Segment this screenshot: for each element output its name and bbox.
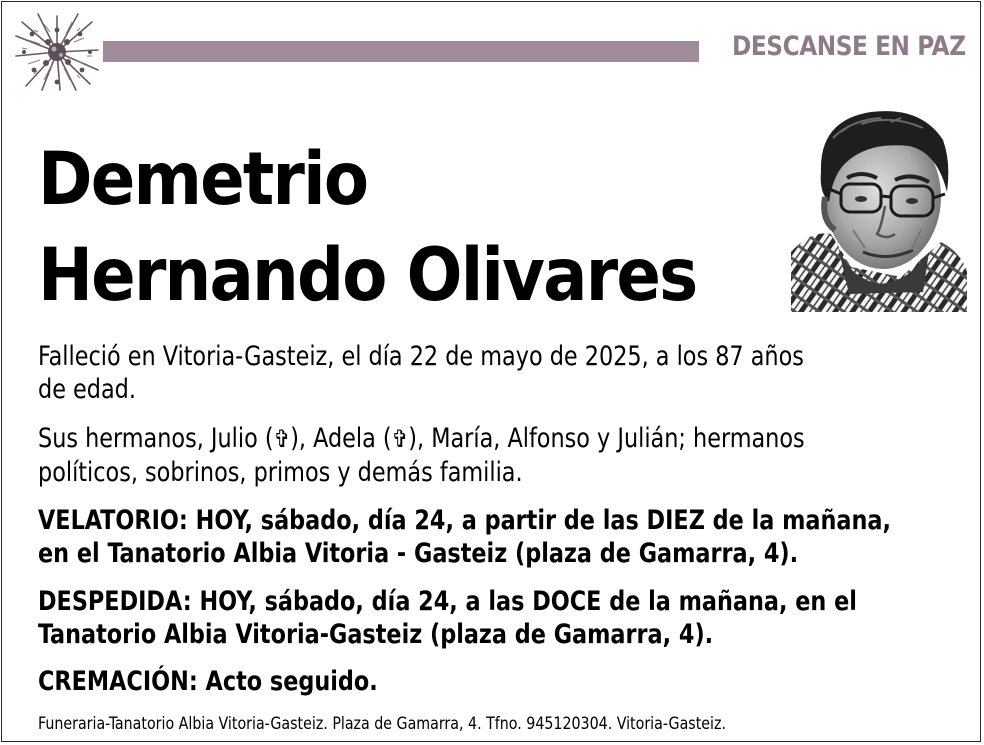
velatorio-line: en el Tanatorio Albia Vitoria - Gasteiz (plaza de Gamarra, 4). [38, 538, 799, 569]
header-title: DESCANSE EN PAZ [732, 31, 966, 62]
deceased-name [38, 132, 696, 324]
first-name: Demetrio [38, 137, 368, 222]
flower-icon [14, 12, 100, 92]
despedida-line: Tanatorio Albia Vitoria-Gasteiz (plaza de Gamarra, 4). [38, 619, 714, 650]
family-line [38, 422, 884, 456]
funeral-home-footer: Funeraria-Tanatorio Albia Vitoria-Gasteiz. Plaza de Gamarra, 4. Tfno. 945120304. Vitoria-Gasteiz. [38, 714, 726, 734]
cross-icon: ✞ [391, 425, 409, 453]
cross-icon: ✞ [273, 425, 291, 453]
cremacion-info [38, 665, 884, 698]
last-name: Hernando Olivares [38, 233, 697, 318]
family-text: Sus hermanos, Julio ( [38, 423, 274, 454]
velatorio-line: VELATORIO: HOY, sábado, día 24, a partir de las DIEZ de la mañana, [38, 505, 891, 536]
announcement-line: de edad. [38, 374, 136, 405]
portrait-photo [791, 102, 967, 312]
despedida-line: DESPEDIDA: HOY, sábado, día 24, a las DOCE de la mañana, en el [38, 586, 857, 617]
despedida-info [38, 585, 884, 651]
velatorio-info [38, 504, 891, 570]
family-list [38, 422, 884, 489]
family-text: ), Adela ( [290, 423, 392, 454]
family-line: políticos, sobrinos, primos y demás familia. [38, 457, 523, 488]
header-bar [103, 41, 699, 62]
cremacion-line: CREMACIÓN: Acto seguido. [38, 666, 378, 697]
obituary-card [1, 1, 981, 742]
announcement [38, 340, 884, 406]
family-text: ), María, Alfonso y Julián; hermanos [408, 423, 805, 454]
announcement-line: Falleció en Vitoria-Gasteiz, el día 22 de mayo de 2025, a los 87 años [38, 341, 804, 372]
